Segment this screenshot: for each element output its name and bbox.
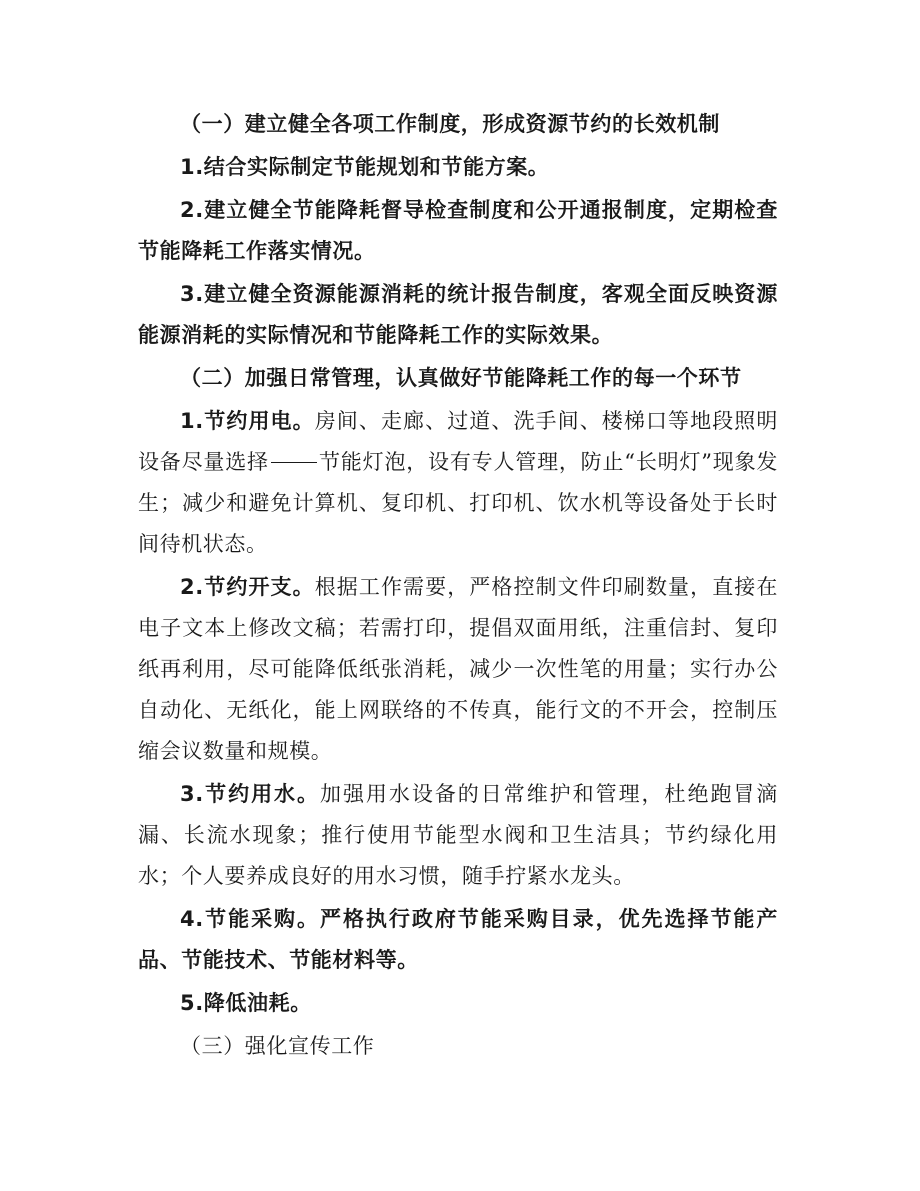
section2-item-2-text: 根据工作需要，严格控制文件印刷数量，直接在电子文本上修改文稿；若需打印，提倡双面用纸，注重信封、复印纸再利用，尽可能降低纸张消耗，减少一次性笔的用量；实行办公自动化、无纸化，能上网联络的不传真，能行文的不开会，控制压缩会议数量和规模。 (138, 575, 778, 763)
section2-item-1-text-a: 房间、走廊、过道、洗手间、楼梯口等地段照明设备尽量选择 (138, 409, 778, 474)
section2-item-3-title: 3.节约用水。 (180, 782, 320, 806)
section-heading-3: （三）强化宣传工作 (180, 1034, 375, 1058)
section2-item-4: 4.节能采购。严格执行政府节能采购目录，优先选择节能产品、节能技术、节能材料等。 (138, 907, 778, 972)
section2-item-1 (138, 401, 778, 565)
section1-item-2: 2.建立健全节能降耗督导检查制度和公开通报制度，定期检查节能降耗工作落实情况。 (138, 198, 778, 263)
section2-item-1-text-b: 节能灯泡，设有专人管理，防止“长明灯”现象发生；减少和避免计算机、复印机、打印机、饮水机等设备处于长时间待机状态。 (138, 450, 778, 556)
section2-item-5: 5.降低油耗。 (180, 991, 312, 1015)
section1-item-3: 3.建立健全资源能源消耗的统计报告制度，客观全面反映资源能源消耗的实际情况和节能降耗工作的实际效果。 (138, 282, 778, 347)
document-body (138, 104, 778, 1067)
section1-item-1: 1.结合实际制定节能规划和节能方案。 (180, 155, 550, 179)
section-heading-2: （二）加强日常管理，认真做好节能降耗工作的每一个环节 (180, 366, 742, 390)
fill-in-blank (271, 461, 317, 463)
section2-item-3 (138, 774, 778, 897)
section2-item-1-title: 1.节约用电。 (180, 409, 315, 433)
section2-item-2-title: 2.节约开支。 (180, 575, 315, 599)
section2-item-2 (138, 567, 778, 772)
section2-item-3-text: 加强用水设备的日常维护和管理，杜绝跑冒滴漏、长流水现象；推行使用节能型水阀和卫生洁具；节约绿化用水；个人要养成良好的用水习惯，随手拧紧水龙头。 (138, 782, 778, 888)
section-heading-1: （一）建立健全各项工作制度，形成资源节约的长效机制 (180, 112, 720, 136)
